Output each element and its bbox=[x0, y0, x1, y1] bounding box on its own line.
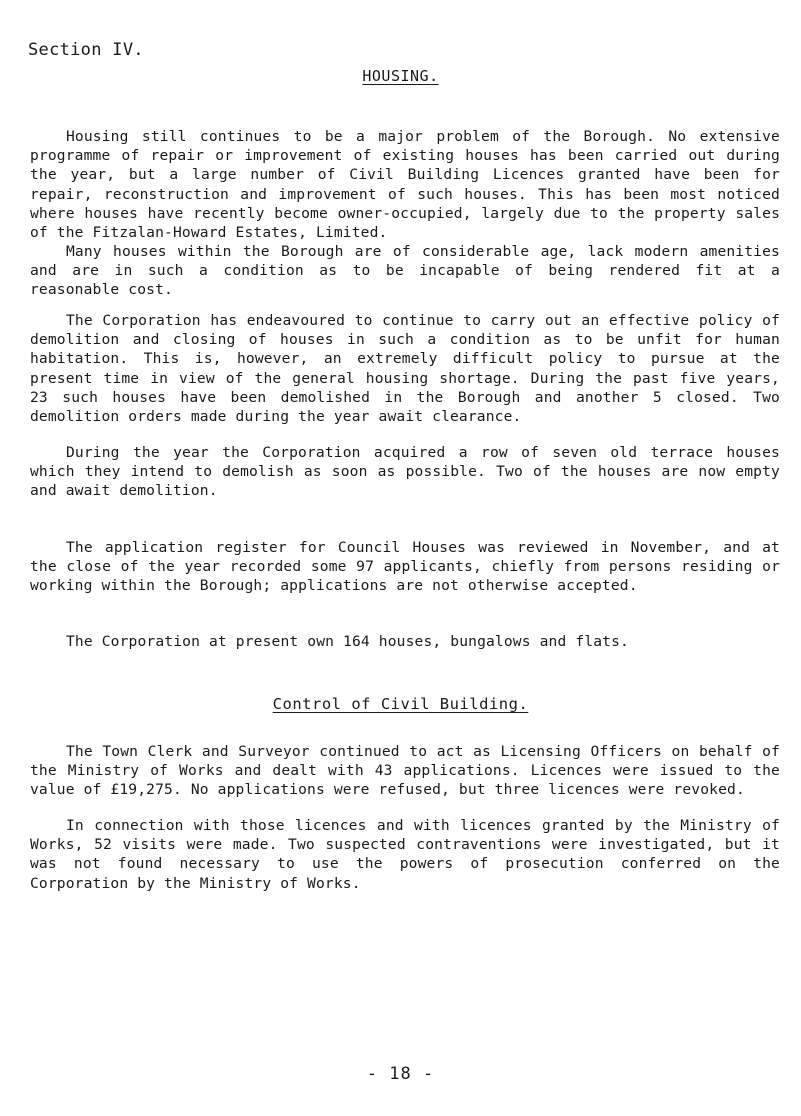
control-heading: Control of Civil Building. bbox=[272, 695, 529, 713]
control-paragraph-visits: In connection with those licences and with licences granted by the Ministry of Works, 52 visits were made. Two suspected contraventions were investigated, but it was not found necessary to use the powers of prosecution conferred on the Corporation by the Ministry of Works. bbox=[30, 817, 780, 892]
page-number: - 18 - bbox=[366, 1064, 435, 1084]
housing-paragraph-terrace: During the year the Corporation acquired a row of seven old terrace houses which they intend to demolish as soon as possible. Two of the houses are now empty and await demolition. bbox=[30, 444, 780, 500]
housing-paragraph-demolition: The Corporation has endeavoured to continue to carry out an effective policy of demolition and closing of houses in such a condition as to be unfit for human habitation. This is, however, an extremely difficult policy to pursue at the present time in view of the general housing shortage. During the past five years, 23 such houses have been demolished in the Borough and another 5 closed. Two demolition orders made during the year await clearance. bbox=[30, 312, 780, 426]
housing-heading: HOUSING. bbox=[362, 67, 439, 85]
section-label: Section IV. bbox=[28, 40, 144, 60]
housing-paragraph-age: Many houses within the Borough are of considerable age, lack modern amenities and are in such a condition as to be incapable of being rendered fit at a reasonable cost. bbox=[30, 243, 780, 299]
housing-paragraph-stock: The Corporation at present own 164 houses, bungalows and flats. bbox=[66, 633, 629, 650]
control-paragraph-licensing: The Town Clerk and Surveyor continued to act as Licensing Officers on behalf of the Ministry of Works and dealt with 43 applications. Licences were issued to the value of £19,275. No applications were refused, but three licences were revoked. bbox=[30, 743, 780, 799]
housing-paragraph-register: The application register for Council Houses was reviewed in November, and at the close of the year recorded some 97 applicants, chiefly from persons residing or working within the Borough; applications are not otherwise accepted. bbox=[30, 539, 780, 595]
housing-paragraph-problem: Housing still continues to be a major problem of the Borough. No extensive programme of repair or improvement of existing houses has been carried out during the year, but a large number of Civil Building Licences granted have been for repair, reconstruction and improvement of such houses. This has been most noticed where houses have recently become owner-occupied, largely due to the property sales of the Fitzalan-Howard Estates, Limited. bbox=[30, 128, 780, 242]
